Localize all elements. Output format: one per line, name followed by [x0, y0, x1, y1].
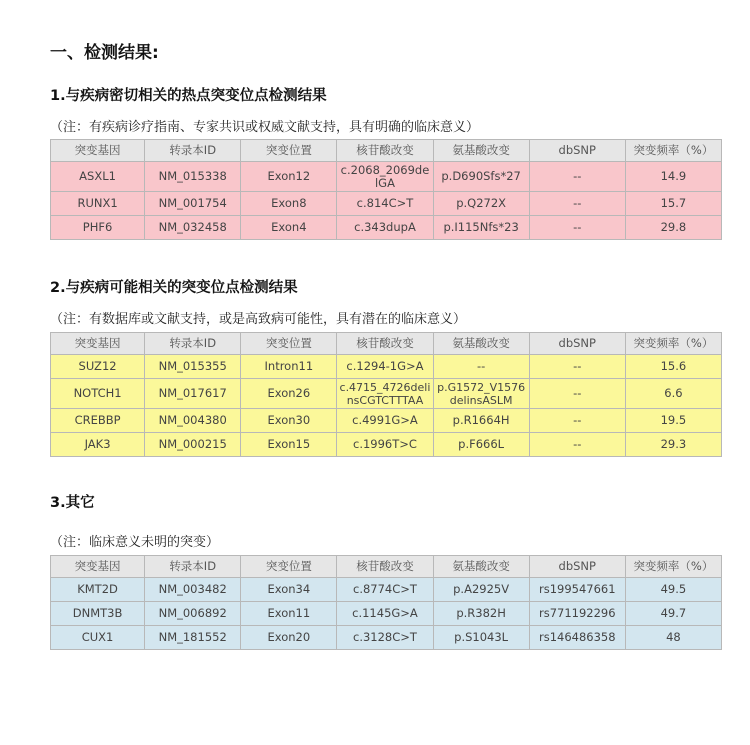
cell-gene: SUZ12: [51, 355, 145, 379]
cell-frequency: 48: [625, 626, 721, 650]
cell-position: Exon12: [241, 162, 337, 192]
section-2-note: （注：有数据库或文献支持，或是高致病可能性，具有潜在的临床意义）: [50, 312, 467, 327]
cell-amino-acid: p.I115Nfs*23: [433, 216, 529, 240]
cell-frequency: 49.5: [625, 578, 721, 602]
cell-position: Exon4: [241, 216, 337, 240]
cell-amino-acid: p.A2925V: [433, 578, 529, 602]
cell-position: Exon11: [241, 602, 337, 626]
cell-dbsnp: --: [529, 162, 625, 192]
cell-position: Exon30: [241, 409, 337, 433]
table-row: [51, 379, 722, 409]
cell-transcript: NM_017617: [145, 379, 241, 409]
cell-gene: JAK3: [51, 433, 145, 457]
cell-nucleotide: [337, 162, 433, 192]
cell-amino-acid: p.Q272X: [433, 192, 529, 216]
cell-gene: CUX1: [51, 626, 145, 650]
cell-transcript: NM_032458: [145, 216, 241, 240]
table-row: [51, 602, 722, 626]
header-dbsnp: dbSNP: [529, 140, 625, 162]
cell-transcript: NM_015338: [145, 162, 241, 192]
header-frequency: 突变频率（%）: [625, 556, 721, 578]
cell-position: Exon26: [241, 379, 337, 409]
header-frequency: 突变频率（%）: [625, 333, 721, 355]
cell-position: Exon20: [241, 626, 337, 650]
cell-transcript: NM_004380: [145, 409, 241, 433]
header-transcript: 转录本ID: [145, 556, 241, 578]
table-row: [51, 162, 722, 192]
table-header-row: [51, 140, 722, 162]
cell-dbsnp: --: [529, 379, 625, 409]
table-row: [51, 626, 722, 650]
cell-frequency: 14.9: [625, 162, 721, 192]
cell-nucleotide-text: c.4715_4726delinsCGTCTTTAA: [339, 380, 431, 407]
header-amino-acid: 氨基酸改变: [433, 140, 529, 162]
cell-gene: KMT2D: [51, 578, 145, 602]
header-position: 突变位置: [241, 140, 337, 162]
header-amino-acid: 氨基酸改变: [433, 556, 529, 578]
cell-position: Intron11: [241, 355, 337, 379]
cell-transcript: NM_000215: [145, 433, 241, 457]
header-transcript: 转录本ID: [145, 140, 241, 162]
cell-amino-acid: p.R1664H: [433, 409, 529, 433]
cell-dbsnp: rs146486358: [529, 626, 625, 650]
section-3-title: 3.其它: [50, 495, 95, 511]
cell-nucleotide: c.1145G>A: [337, 602, 433, 626]
section-2-title: 2.与疾病可能相关的突变位点检测结果: [50, 280, 298, 296]
cell-gene: ASXL1: [51, 162, 145, 192]
cell-nucleotide: c.343dupA: [337, 216, 433, 240]
header-gene: 突变基因: [51, 556, 145, 578]
cell-transcript: NM_181552: [145, 626, 241, 650]
cell-nucleotide: c.4991G>A: [337, 409, 433, 433]
table-header-row: [51, 556, 722, 578]
cell-dbsnp: --: [529, 409, 625, 433]
cell-nucleotide: c.1996T>C: [337, 433, 433, 457]
cell-amino-acid: p.S1043L: [433, 626, 529, 650]
cell-gene: NOTCH1: [51, 379, 145, 409]
cell-amino-acid: p.D690Sfs*27: [433, 162, 529, 192]
page-heading: 一、检测结果:: [50, 43, 159, 63]
hotspot-mutation-table: [50, 139, 722, 240]
cell-nucleotide: c.8774C>T: [337, 578, 433, 602]
header-position: 突变位置: [241, 333, 337, 355]
cell-position: Exon34: [241, 578, 337, 602]
cell-transcript: NM_015355: [145, 355, 241, 379]
cell-dbsnp: rs199547661: [529, 578, 625, 602]
cell-amino-acid: p.F666L: [433, 433, 529, 457]
header-frequency: 突变频率（%）: [625, 140, 721, 162]
section-1-note: （注：有疾病诊疗指南、专家共识或权威文献支持，具有明确的临床意义）: [50, 120, 480, 135]
cell-frequency: 29.3: [625, 433, 721, 457]
cell-gene: CREBBP: [51, 409, 145, 433]
cell-dbsnp: rs771192296: [529, 602, 625, 626]
cell-frequency: 29.8: [625, 216, 721, 240]
other-mutation-table: [50, 555, 722, 650]
table-row: [51, 355, 722, 379]
cell-nucleotide-text: c.2068_2069delGA: [340, 162, 430, 190]
cell-position: Exon15: [241, 433, 337, 457]
table-header-row: [51, 333, 722, 355]
header-nucleotide: 核苷酸改变: [337, 140, 433, 162]
cell-gene: RUNX1: [51, 192, 145, 216]
header-gene: 突变基因: [51, 140, 145, 162]
table-row: [51, 192, 722, 216]
header-dbsnp: dbSNP: [529, 556, 625, 578]
header-transcript: 转录本ID: [145, 333, 241, 355]
header-gene: 突变基因: [51, 333, 145, 355]
cell-nucleotide: [337, 379, 433, 409]
cell-amino-acid: --: [433, 355, 529, 379]
cell-nucleotide: c.814C>T: [337, 192, 433, 216]
table-row: [51, 433, 722, 457]
cell-frequency: 15.7: [625, 192, 721, 216]
possible-mutation-table: [50, 332, 722, 457]
cell-transcript: NM_003482: [145, 578, 241, 602]
cell-amino-acid: p.R382H: [433, 602, 529, 626]
cell-frequency: 6.6: [625, 379, 721, 409]
cell-transcript: NM_001754: [145, 192, 241, 216]
table-row: [51, 216, 722, 240]
header-nucleotide: 核苷酸改变: [337, 556, 433, 578]
section-3-note: （注：临床意义未明的突变）: [50, 535, 220, 550]
cell-frequency: 19.5: [625, 409, 721, 433]
header-position: 突变位置: [241, 556, 337, 578]
cell-amino-acid: [433, 379, 529, 409]
table-row: [51, 409, 722, 433]
cell-frequency: 49.7: [625, 602, 721, 626]
cell-gene: PHF6: [51, 216, 145, 240]
cell-nucleotide: c.3128C>T: [337, 626, 433, 650]
cell-amino-acid-text: p.G1572_V1576delinsASLM: [437, 380, 526, 407]
header-dbsnp: dbSNP: [529, 333, 625, 355]
cell-frequency: 15.6: [625, 355, 721, 379]
cell-dbsnp: --: [529, 216, 625, 240]
header-nucleotide: 核苷酸改变: [337, 333, 433, 355]
cell-position: Exon8: [241, 192, 337, 216]
cell-nucleotide: c.1294-1G>A: [337, 355, 433, 379]
section-1-title: 1.与疾病密切相关的热点突变位点检测结果: [50, 88, 327, 104]
cell-dbsnp: --: [529, 433, 625, 457]
table-row: [51, 578, 722, 602]
cell-dbsnp: --: [529, 192, 625, 216]
cell-transcript: NM_006892: [145, 602, 241, 626]
cell-gene: DNMT3B: [51, 602, 145, 626]
header-amino-acid: 氨基酸改变: [433, 333, 529, 355]
cell-dbsnp: --: [529, 355, 625, 379]
